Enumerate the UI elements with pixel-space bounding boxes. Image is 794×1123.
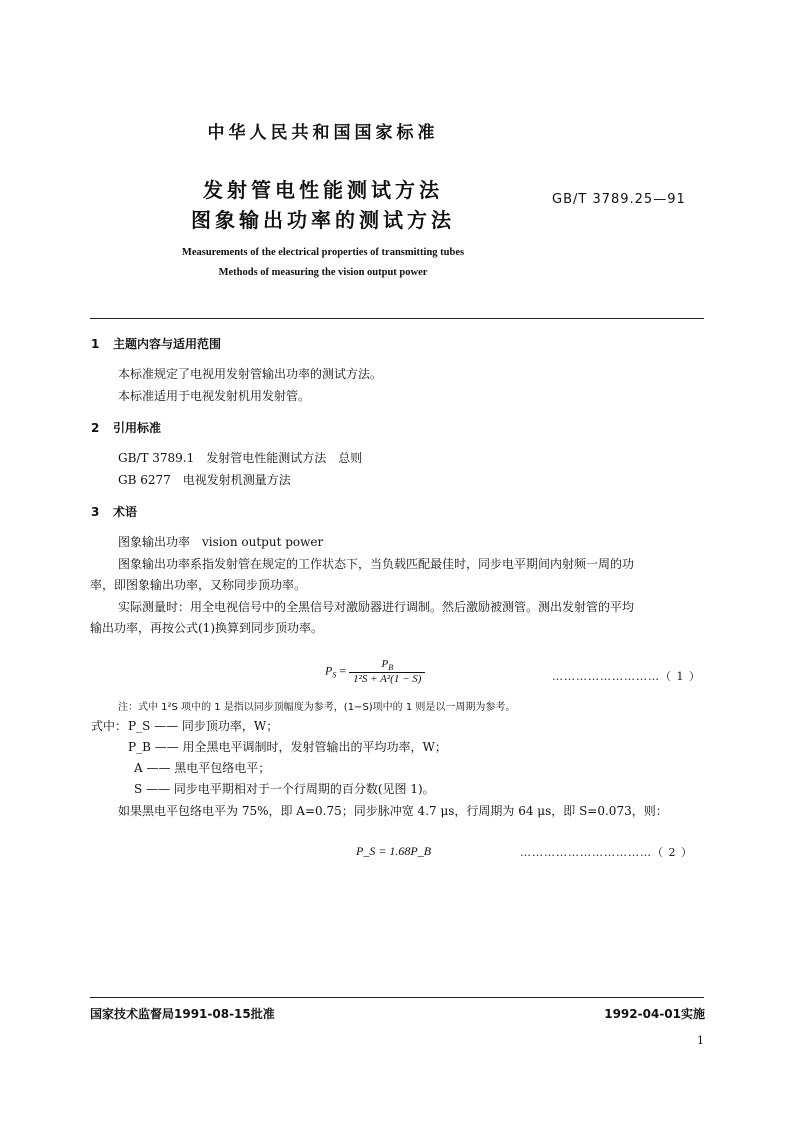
formula-numerator: $P_B$ bbox=[349, 658, 425, 673]
standard-code: GB/T 3789.25—91 bbox=[552, 192, 686, 207]
section-title: 引用标准 bbox=[113, 421, 162, 435]
english-title-line2: Methods of measuring the vision output power bbox=[218, 267, 428, 278]
document-title-line1: 发射管电性能测试方法 bbox=[203, 178, 443, 202]
implementation-date: 1992-04-01实施 bbox=[604, 1007, 705, 1021]
formula-fraction bbox=[349, 658, 425, 685]
formula-note: 注：式中 1²S 项中的 1 是指以同步顶幅度为参考，(1−S)项中的 1 则是以一周期为参考。 bbox=[118, 702, 516, 713]
section-number: 3 bbox=[91, 505, 100, 519]
definition-ps: P_S —— 同步顶功率，W； bbox=[128, 719, 279, 733]
english-title-line1: Measurements of the electrical properties of transmitting tubes bbox=[181, 247, 465, 258]
measurement-para-line1: 实际测量时：用全电视信号中的全黑信号对激励器进行调制。然后激励被测管。测出发射管的平均 bbox=[118, 600, 635, 614]
section-1-para-2: 本标准适用于电视发射机用发射管。 bbox=[118, 389, 311, 403]
term-definition-line1: 图象输出功率系指发射管在规定的工作状态下，当负载匹配最佳时，同步电平期间内射频一周的功 bbox=[118, 557, 635, 571]
footer-divider bbox=[90, 997, 704, 998]
section-number: 1 bbox=[91, 337, 100, 351]
formula-1 bbox=[325, 658, 425, 685]
definitions-lead: 式中： bbox=[91, 719, 128, 733]
section-number: 2 bbox=[91, 421, 100, 435]
national-standard-heading: 中华人民共和国国家标准 bbox=[207, 123, 439, 143]
section-title: 主题内容与适用范围 bbox=[113, 337, 222, 351]
term-name: 图象输出功率 vision output power bbox=[118, 535, 324, 549]
definition-pb: P_B —— 用全黑电平调制时，发射管输出的平均功率，W； bbox=[128, 740, 447, 754]
formula-1-number: ………………………（ 1 ） bbox=[552, 670, 701, 683]
measurement-para-line2: 输出功率，再按公式(1)换算到同步顶功率。 bbox=[90, 621, 323, 635]
section-title: 术语 bbox=[113, 505, 138, 519]
section-1-heading bbox=[91, 335, 221, 352]
page-number: 1 bbox=[697, 1034, 704, 1047]
formula-denominator: 1²S + A²(1 − S) bbox=[353, 673, 422, 686]
reference-1: GB/T 3789.1 发射管电性能测试方法 总则 bbox=[118, 451, 363, 465]
definition-a: A —— 黑电平包络电平； bbox=[134, 761, 271, 775]
formula-lhs: P bbox=[325, 663, 333, 678]
definition-s: S —— 同步电平期相对于一个行周期的百分数(见图 1)。 bbox=[134, 782, 435, 796]
example-para: 如果黑电平包络电平为 75%，即 A=0.75；同步脉冲宽 4.7 μs，行周期为 64 μs，即 S=0.073，则： bbox=[118, 804, 668, 818]
approval-date: 国家技术监督局1991-08-15批准 bbox=[90, 1007, 275, 1021]
formula-2: P_S = 1.68P_B bbox=[356, 844, 432, 858]
formula-2-number: ……………………………（ 2 ） bbox=[520, 846, 693, 859]
document-title-line2: 图象输出功率的测试方法 bbox=[191, 208, 455, 232]
section-1-para-1: 本标准规定了电视用发射管输出功率的测试方法。 bbox=[118, 367, 383, 381]
formula-lhs-sub: S bbox=[332, 670, 337, 680]
reference-2: GB 6277 电视发射机测量方法 bbox=[118, 473, 291, 487]
term-definition-line2: 率，即图象输出功率，又称同步顶功率。 bbox=[90, 578, 307, 592]
section-3-heading bbox=[91, 503, 137, 520]
section-2-heading bbox=[91, 419, 161, 436]
header-divider bbox=[90, 318, 704, 319]
formula-equals: = bbox=[336, 663, 350, 678]
